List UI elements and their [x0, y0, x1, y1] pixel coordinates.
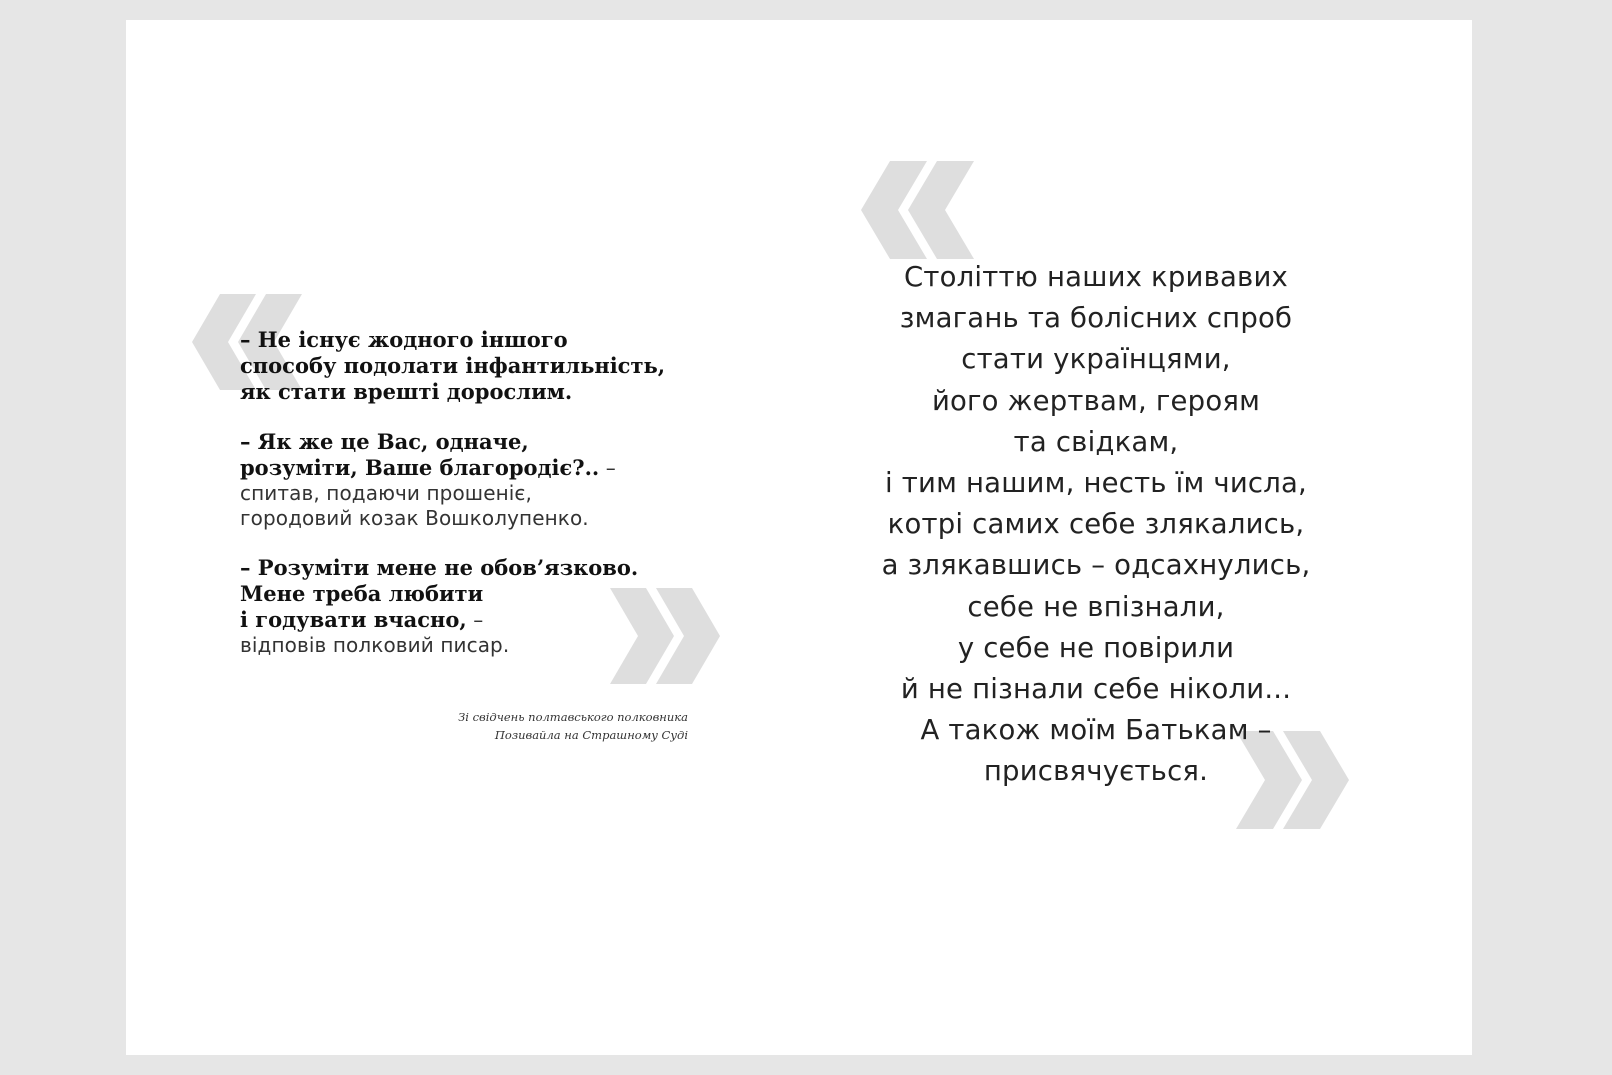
dialogue-line: – Розуміти мене не обов’язково. — [240, 555, 639, 580]
dedication-line: його жертвам, героям — [931, 384, 1261, 417]
dedication-line: себе не впізнали, — [967, 590, 1225, 623]
dedication-line: й не пізнали себе ніколи... — [900, 673, 1292, 706]
dialogue-line: як стати врешті дорослим. — [240, 379, 573, 404]
left-guillemet-icon — [861, 161, 991, 259]
dedication-line: у себе не повірили — [957, 631, 1235, 664]
dedication-line: присвячується. — [983, 755, 1209, 788]
epigraph-dialogue — [240, 327, 760, 658]
dedication-line: змагань та болісних спроб — [899, 302, 1293, 335]
dedication-line: і тим нашим, несть їм числа, — [885, 467, 1307, 500]
dialogue-line: спитав, подаючи прошеніє, — [240, 481, 532, 505]
dedication-line: А також моїм Батькам – — [920, 714, 1272, 747]
dialogue-paragraph — [240, 555, 760, 658]
dialogue-line: розуміти, Ваше благородіє?.. – — [240, 455, 616, 480]
source-line: Зі свідчень полтавського полковника — [458, 710, 688, 724]
dialogue-line: способу подолати інфантильність, — [240, 353, 666, 378]
dedication-line: котрі самих себе злякались, — [887, 508, 1305, 541]
book-spread — [126, 20, 1472, 1055]
dialogue-paragraph — [240, 429, 760, 531]
dedication-line: стати українцями, — [961, 343, 1231, 376]
dedication-text — [816, 257, 1376, 793]
dialogue-line: городовий козак Вошколупенко. — [240, 506, 589, 530]
dialogue-line: – Як же це Вас, одначе, — [240, 429, 529, 454]
dialogue-line: Мене треба любити — [240, 581, 484, 606]
dialogue-line: і годувати вчасно, – — [240, 607, 484, 632]
dialogue-line: відповів полковий писар. — [240, 633, 510, 657]
dedication-line: а злякавшись – одсахнулись, — [881, 549, 1311, 582]
dialogue-line: – Не існує жодного іншого — [240, 327, 568, 352]
epigraph-source — [386, 708, 688, 744]
source-line: Позивайла на Страшному Суді — [494, 728, 688, 742]
dedication-line: Століттю наших кривавих — [903, 261, 1289, 293]
dedication-line: та свідкам, — [1013, 425, 1179, 458]
dialogue-paragraph — [240, 327, 760, 405]
